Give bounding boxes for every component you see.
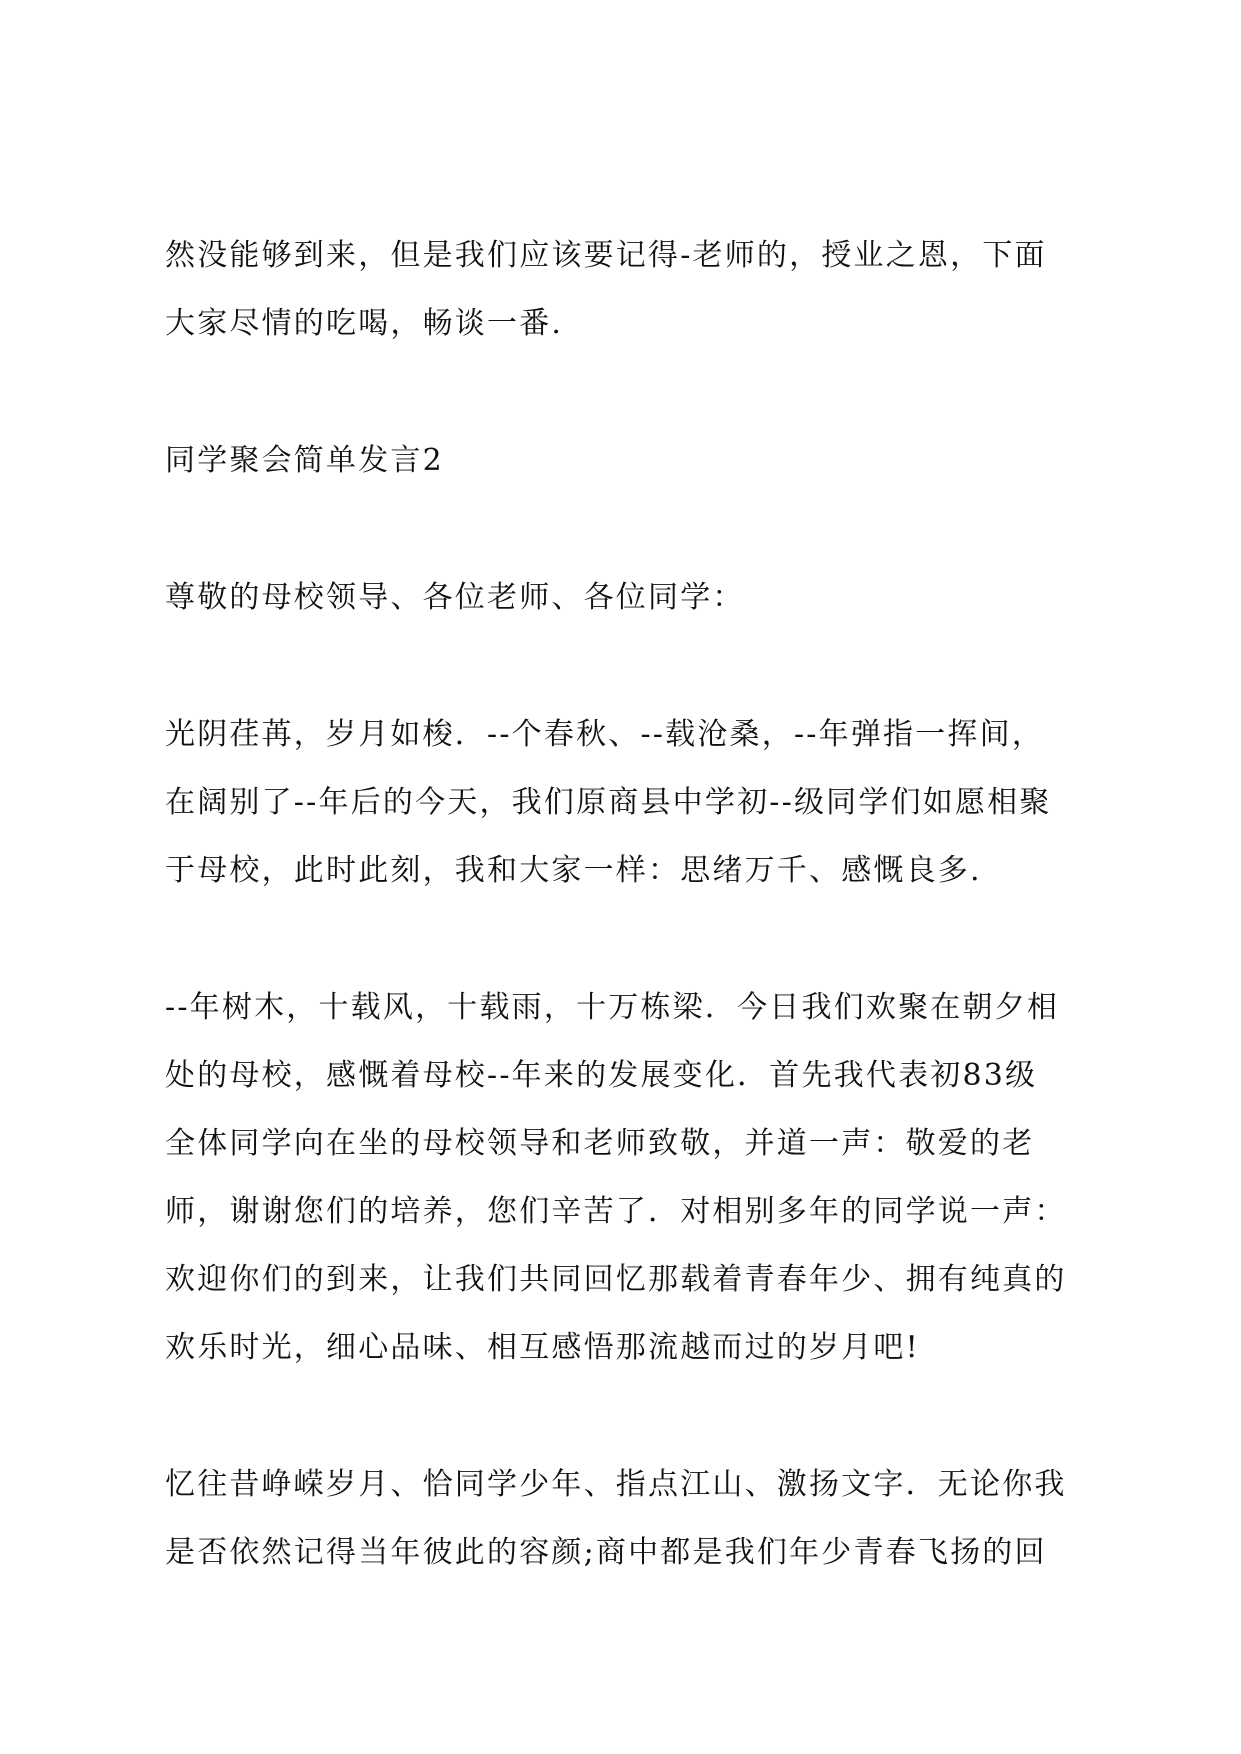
text-line: 在阔别了--年后的今天，我们原商县中学初--级同学们如愿相聚: [165, 785, 1052, 820]
text-line: 大家尽情的吃喝，畅谈一番.: [165, 306, 564, 341]
section-heading: [165, 427, 1095, 495]
document-body: [165, 222, 1095, 1587]
salutation-text: 尊敬的母校领导、各位老师、各位同学：: [165, 580, 745, 615]
paragraph: [165, 701, 1095, 905]
text-line: 师，谢谢您们的培养，您们辛苦了．对相别多年的同学说一声：: [165, 1194, 1067, 1229]
text-line: --年树木，十载风，十载雨，十万栋梁．今日我们欢聚在朝夕相: [165, 990, 1060, 1025]
paragraph-continuation: [165, 222, 1095, 358]
text-line: 是否依然记得当年彼此的容颜;商中都是我们年少青春飞扬的回: [165, 1535, 1047, 1570]
text-line: 欢乐时光，细心品味、相互感悟那流越而过的岁月吧!: [165, 1330, 920, 1365]
text-line: 处的母校，感慨着母校--年来的发展变化．首先我代表初83级: [165, 1058, 1038, 1093]
salutation: [165, 564, 1095, 632]
paragraph: [165, 1451, 1095, 1587]
text-line: 然没能够到来，但是我们应该要记得-老师的，授业之恩，下面: [165, 238, 1047, 273]
paragraph: [165, 974, 1095, 1382]
text-line: 光阴荏苒，岁月如梭．--个春秋、--载沧桑，--年弹指一挥间，: [165, 717, 1045, 752]
text-line: 全体同学向在坐的母校领导和老师致敬，并道一声：敬爱的老: [165, 1126, 1035, 1161]
text-line: 欢迎你们的到来，让我们共同回忆那载着青春年少、拥有纯真的: [165, 1262, 1067, 1297]
heading-text: 同学聚会简单发言2: [165, 443, 444, 478]
text-line: 忆往昔峥嵘岁月、恰同学少年、指点江山、激扬文字．无论你我: [165, 1467, 1067, 1502]
text-line: 于母校，此时此刻，我和大家一样：思绪万千、感慨良多.: [165, 853, 982, 888]
